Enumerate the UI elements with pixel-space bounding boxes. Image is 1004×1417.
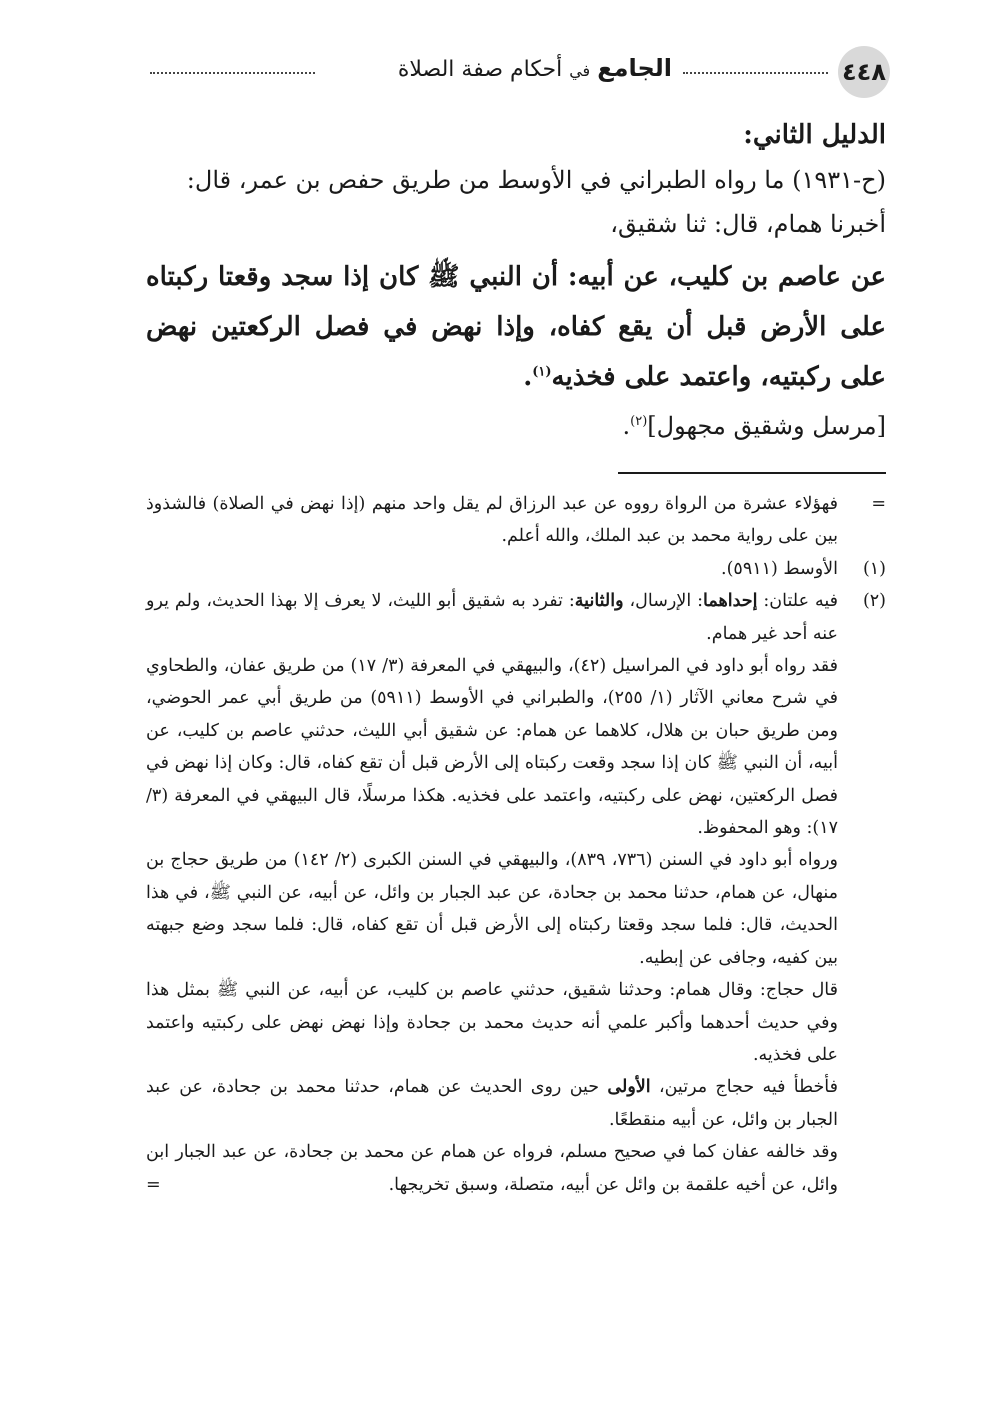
hadith-end: . <box>523 362 533 392</box>
header-dotted-rule-right <box>683 72 828 74</box>
footnote-2-para-d: قال حجاج: وقال همام: وحدثنا شقيق، حدثني عاصم بن كليب، عن أبيه، عن النبي ﷺ بمثل هذا وفي حديث أحدهما وأكبر علمي أنه حديث محمد بن جحادة وإذا نهض نهض على ركبتيه واعتمد على فخذيه. <box>146 980 838 1065</box>
footnote-1 <box>146 553 886 585</box>
continuation-mark: = <box>871 494 886 514</box>
footnote-continuation <box>146 488 886 553</box>
verdict <box>146 404 886 448</box>
footnote-2-para-e <box>146 1071 838 1136</box>
fn2-a-text-2: : الإرسال، <box>623 591 704 612</box>
running-title-rest: أحكام صفة الصلاة <box>397 57 563 82</box>
fn2-a-text: فيه علتان: <box>757 591 838 612</box>
footnote-2-para-a <box>146 585 838 650</box>
footnote-2-para-f: وقد خالفه عفان كما في صحيح مسلم، فرواه عن همام عن محمد بن جحادة، عن عبد الجبار ابن وائل، عن أخيه علقمة بن وائل عن أبيه، متصلة، وسبق تخريجها. <box>146 1142 838 1195</box>
footnote-2 <box>146 585 886 1201</box>
fn2-a-bold-2: والثانية <box>574 591 624 612</box>
footnote-ref-1: (١) <box>532 364 552 380</box>
footnote-2-para-c: ورواه أبو داود في السنن (٧٣٦، ٨٣٩)، والبيهقي في السنن الكبرى (٢/ ١٤٢) من طريق حجاج بن منهال، عن همام، حدثنا محمد بن جحادة، عن عبد الجبار بن وائل، عن أبيه، عن النبي ﷺ، في هذا الحديث، قال: فلما سجد وقعتا ركبتاه إلى الأرض قبل أن تقع كفاه، قال: فلما سجد وضع جبهته بين كفيه، وجافى عن إبطيه. <box>146 850 838 968</box>
isnad-line-1: (ح-١٩٣١) ما رواه الطبراني في الأوسط من طريق حفص بن عمر، قال: <box>186 166 886 194</box>
main-text <box>146 112 886 448</box>
footnote-1-text: الأوسط (٥٩١١). <box>721 558 838 579</box>
footnote-ref-2: (٢) <box>630 414 648 429</box>
running-title <box>398 54 672 82</box>
footnote-2-para-b: فقد رواه أبو داود في المراسيل (٤٢)، والبيهقي في المعرفة (٣/ ١٧) من طريق عفان، والطحاوي في شرح معاني الآثار (١/ ٢٥٥)، والطبراني في الأوسط (٥٩١١) من طريق أبي عمر الحوضي، ومن طريق حبان بن هلال، كلاهما عن همام: عن شقيق أبي الليث، حدثني عاصم بن كليب، عن أبيه، أن النبي ﷺ كان إذا سجد وقعت ركبتاه إلى الأرض قبل أن تقع كفاه، قال: وكان إذا نهض في فصل الركعتين، نهض على ركبتيه، واعتمد على فخذيه. هكذا مرسلًا، قال البيهقي في المعرفة (٣/ ١٧): وهو المحفوظ. <box>146 656 839 839</box>
page-header <box>140 46 890 98</box>
continued-mark: = <box>146 1174 161 1195</box>
hadith-body: عن عاصم بن كليب، عن أبيه: أن النبي ﷺ كان إذا سجد وقعتا ركبتاه على الأرض قبل أن يقع كفاه، وإذا نهض في فصل الركعتين نهض على ركبتيه، واعتمد على فخذيه <box>146 262 886 392</box>
running-title-main: الجامع <box>597 54 672 82</box>
footnotes <box>146 488 886 1201</box>
fn2-a-text-3: : تفرد به شقيق أبو الليث، لا يعرف إلا بهذا الحديث، ولم يرو عنه أحد غير همام. <box>146 591 838 644</box>
footnote-2-mark: (٢) <box>862 591 886 612</box>
header-dotted-rule-left <box>150 72 315 74</box>
hadith-text <box>146 252 886 402</box>
fn2-e-bold: الأولى <box>607 1077 651 1098</box>
section-heading: الدليل الثاني: <box>743 120 886 150</box>
isnad-line-2: أخبرنا همام، قال: ثنا شقيق، <box>610 210 886 238</box>
page-number: ٤٤٨ <box>838 46 890 98</box>
verdict-text: [مرسل وشقيق مجهول] <box>647 412 886 440</box>
verdict-end: . <box>622 412 631 440</box>
fn2-e-text: فأخطأ فيه حجاج مرتين، <box>650 1077 838 1098</box>
running-title-prep: في <box>569 61 591 80</box>
fn2-a-bold-1: إحداهما <box>703 591 758 612</box>
continuation-text: فهؤلاء عشرة من الرواة رووه عن عبد الرزاق لم يقل واحد منهم (إذا نهض في الصلاة) فالشذوذ بين على رواية محمد بن عبد الملك، والله أعلم. <box>146 494 838 547</box>
footnote-separator <box>618 472 886 474</box>
footnote-1-mark: (١) <box>862 558 886 579</box>
fn2-e-text-2: حين روى الحديث عن همام، حدثنا محمد بن جحادة، عن عبد الجبار بن وائل، عن أبيه منقطعًا. <box>146 1077 838 1130</box>
